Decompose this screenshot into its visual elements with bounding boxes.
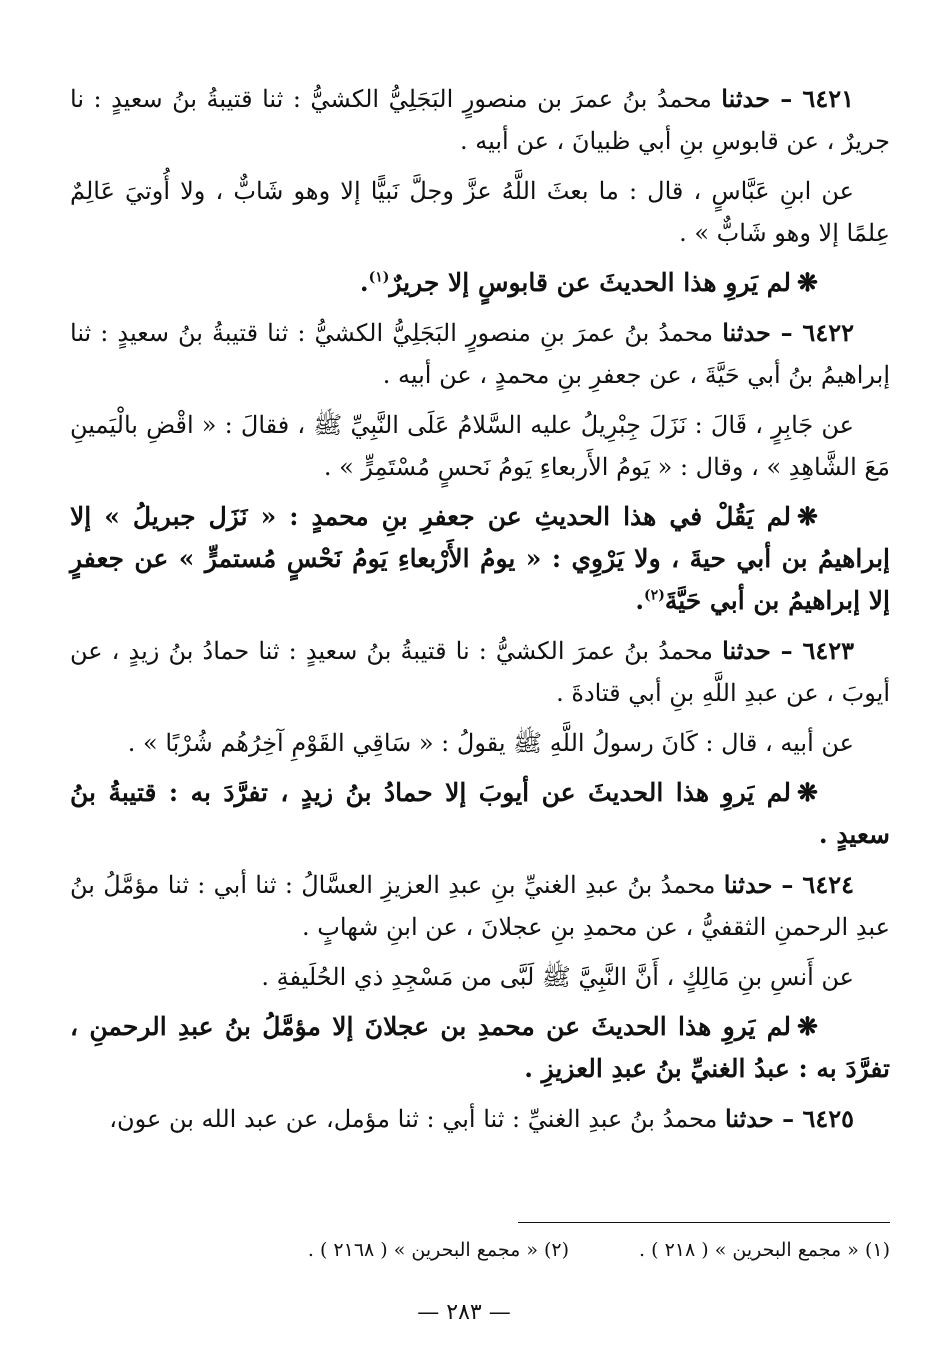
hadith-heading: حدثنا xyxy=(723,870,773,899)
footnote-divider xyxy=(518,1222,890,1223)
footnote-1: (١) « مجمع البحرين » ( ٢١٨ ) . xyxy=(639,1239,890,1261)
hadith-number: ٦٤٢٢ xyxy=(802,318,854,347)
isnad-text: محمدُ بنُ عمرَ بنِ منصورٍ البَجَلِيُّ الكشيُّ : ثنا قتيبةُ بنُ سعيدٍ : ثنا إبراهيمُ بنُ أبي حَيَّةَ ، عن جعفرِ بنِ محمدٍ ، عن أبيه . xyxy=(70,319,890,389)
hadith-note: ❋لم يَروِ هذا الحديثَ عن أيوبَ إلا حمادُ بنُ زيدٍ ، تفرَّدَ به : قتيبةُ بنُ سعيدٍ . xyxy=(70,772,890,856)
note-star-icon: ❋ xyxy=(797,268,818,297)
footnote-2: (٢) « مجمع البحرين » ( ٢١٦٨ ) . xyxy=(307,1239,570,1261)
note-star-icon: ❋ xyxy=(797,502,818,531)
isnad-text: محمدُ بنُ عبدِ الغنيِّ بنِ عبدِ العزيزِ العسَّالُ : ثنا أبي : ثنا مؤمَّلُ بنُ عبدِ الرحمنِ الثقفيُّ ، عن محمدِ بنِ عجلانَ ، عن ابنِ شهابٍ . xyxy=(70,871,890,941)
isnad-text: محمدُ بنُ عمرَ بن منصورٍ البَجَلِيُّ الكشيُّ : ثنا قتيبةُ بنُ سعيدٍ : نا جريرٌ ، عن قابوسِ بنِ أبي ظبيانَ ، عن أبيه . xyxy=(70,85,890,155)
hadith-isnad: ٦٤٢١ – حدثنا محمدُ بنُ عمرَ بن منصورٍ البَجَلِيُّ الكشيُّ : ثنا قتيبةُ بنُ سعيدٍ : نا جريرٌ ، عن قابوسِ بنِ أبي ظبيانَ ، عن أبيه . xyxy=(70,84,890,155)
footnote-ref: (١) xyxy=(368,269,390,286)
hadith-matn: عن أَنسِ بنِ مَالِكٍ ، أَنَّ النَّبِيَّ ﷺ لَبَّى من مَسْجِدِ ذي الحُلَيفةِ . xyxy=(261,963,854,991)
isnad-text: محمدُ بنُ عمرَ الكشيُّ : نا قتيبةُ بنُ سعيدٍ : ثنا حمادُ بنُ زيدٍ ، عن أيوبَ ، عن عبدِ اللَّهِ بنِ أبي قتادةَ . xyxy=(70,637,890,707)
note-star-icon: ❋ xyxy=(797,1012,818,1041)
hadith-isnad: ٦٤٢٤ – حدثنا محمدُ بنُ عبدِ الغنيِّ بنِ عبدِ العزيزِ العسَّالُ : ثنا أبي : ثنا مؤمَّلُ بنُ عبدِ الرحمنِ الثقفيُّ ، عن محمدِ بنِ عجلانَ ، عن ابنِ شهابٍ . xyxy=(70,870,890,941)
hadith-matn: عن جَابِرٍ ، قَالَ : نَزَلَ جِبْرِيلُ عليه السَّلامُ عَلَى النَّبِيِّ ﷺ ، فقالَ : « اقْضِ بالْيَمينِ مَعَ الشَّاهِدِ » ، وقال : « يَومُ الأَربعاءِ يَومُ نَحسٍ مُسْتَمِرٍّ » . xyxy=(70,411,890,481)
hadith-number: ٦٤٢٥ xyxy=(802,1104,854,1133)
footnotes xyxy=(60,1236,890,1264)
hadith-heading: حدثنا xyxy=(725,1104,774,1133)
hadith-note: ❋لم يَروِ هذا الحديثَ عن قابوسٍ إلا جريرٌ$^{(١)}$. xyxy=(70,262,890,304)
hadith-heading: حدثنا xyxy=(722,318,771,347)
hadith-number: ٦٤٢١ xyxy=(802,84,854,113)
hadith-isnad: ٦٤٢٣ – حدثنا محمدُ بنُ عمرَ الكشيُّ : نا قتيبةُ بنُ سعيدٍ : ثنا حمادُ بنُ زيدٍ ، عن أيوبَ ، عن عبدِ اللَّهِ بنِ أبي قتادةَ . xyxy=(70,636,890,707)
hadith-note: ❋لم يَقُلْ في هذا الحديثِ عن جعفرِ بنِ محمدٍ : « نَزَل جبريلُ » إلا إبراهيمُ بن أبي حيةَ ، ولا يَرْوِي : « يومُ الأَرْبعاءِ يَومُ نَحْسٍ مُستمرٍّ » عن جعفرٍ إلا إبراهيمُ بن أبي حَيَّةَ$^{(٢)}$. xyxy=(70,496,890,622)
hadith-matn: عن ابنِ عَبَّاسٍ ، قال : ما بعثَ اللَّهُ عزَّ وجلَّ نَبيًّا إلا وهو شَابٌّ ، ولا أُوتيَ عَالِمٌ عِلمًا إلا وهو شَابٌّ » . xyxy=(70,177,890,247)
hadith-matn: عن أبيه ، قال : كَانَ رسولُ اللَّهِ ﷺ يقولُ : « سَاقِي القَوْمِ آخِرُهُم شُرْبًا » . xyxy=(127,729,854,757)
note-star-icon: ❋ xyxy=(797,778,818,807)
hadith-heading: حدثنا xyxy=(722,636,771,665)
page-number: — ٢٨٣ — xyxy=(417,1300,511,1325)
footnote-ref: (٢) xyxy=(644,587,665,604)
isnad-text: محمدُ بنُ عبدِ الغنيِّ : ثنا أبي : ثنا مؤمل، عن عبد الله بن عون، xyxy=(109,1105,718,1133)
main-text xyxy=(70,78,890,1148)
hadith-heading: حدثنا xyxy=(721,84,770,113)
hadith-number: ٦٤٢٣ xyxy=(802,636,854,665)
hadith-note: ❋لم يَروِ هذا الحديثَ عن محمدِ بن عجلانَ إلا مؤمَّلُ بنُ عبدِ الرحمنِ ، تفرَّدَ به : عبدُ الغنيِّ بنُ عبدِ العزيزِ . xyxy=(70,1006,890,1090)
hadith-isnad: ٦٤٢٢ – حدثنا محمدُ بنُ عمرَ بنِ منصورٍ البَجَلِيُّ الكشيُّ : ثنا قتيبةُ بنُ سعيدٍ : ثنا إبراهيمُ بنُ أبي حَيَّةَ ، عن جعفرِ بنِ محمدٍ ، عن أبيه . xyxy=(70,318,890,389)
hadith-isnad: ٦٤٢٥ – حدثنا محمدُ بنُ عبدِ الغنيِّ : ثنا أبي : ثنا مؤمل، عن عبد الله بن عون، xyxy=(109,1104,854,1133)
hadith-number: ٦٤٢٤ xyxy=(802,870,854,899)
